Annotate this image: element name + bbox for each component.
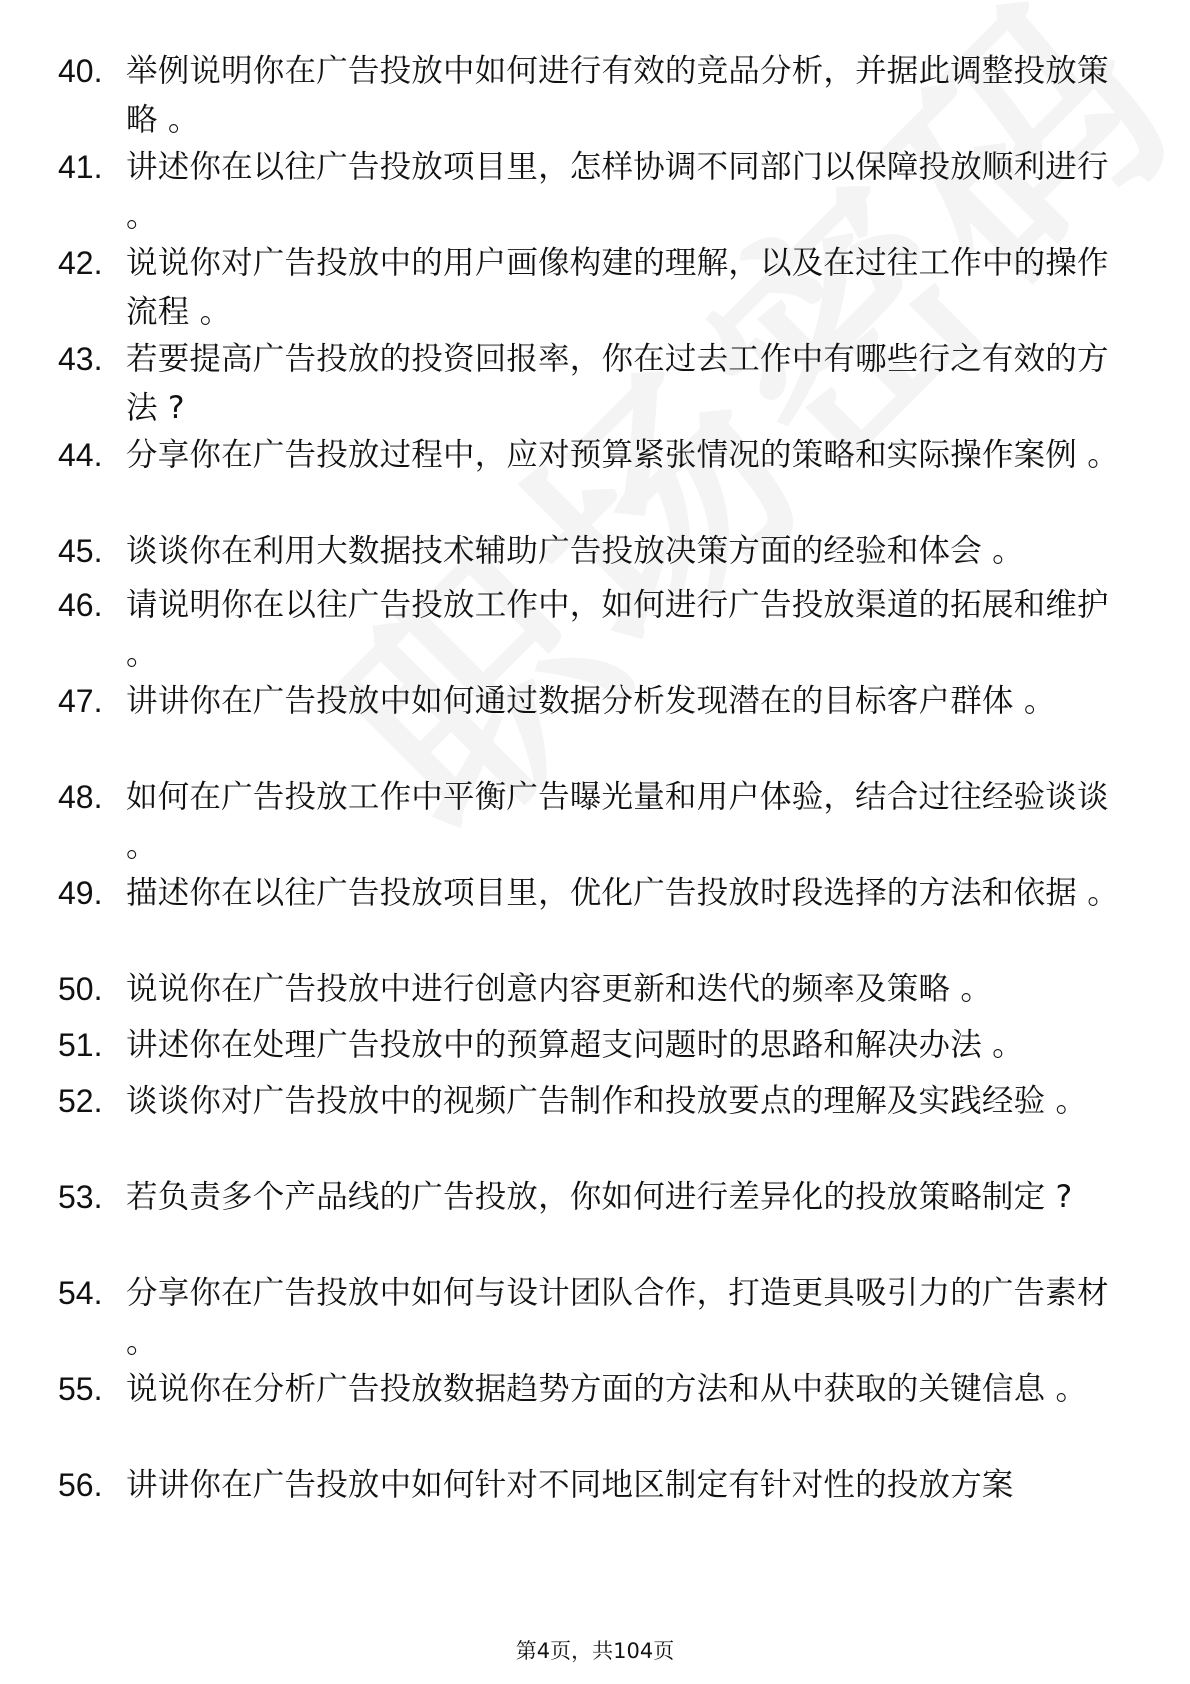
question-text: 若负责多个产品线的广告投放，你如何进行差异化的投放策略制定 ? [126,1179,1073,1215]
question-number: 52. [58,1083,103,1119]
question-number: 51. [58,1027,103,1063]
question-text: 分享你在广告投放过程中，应对预算紧张情况的策略和实际操作案例 。 [126,437,1119,473]
question-number: 49. [58,875,103,911]
question-number: 54. [58,1275,103,1311]
question-number: 41. [58,149,103,185]
question-text: 请说明你在以往广告投放工作中，如何进行广告投放渠道的拓展和维护 。 [126,587,1109,672]
page-footer: 第4页，共104页 [515,1639,675,1663]
question-number: 48. [58,779,103,815]
question-number: 53. [58,1179,103,1215]
question-text: 讲讲你在广告投放中如何通过数据分析发现潜在的目标客户群体 。 [126,683,1056,719]
question-text: 说说你在广告投放中进行创意内容更新和迭代的频率及策略 。 [126,971,993,1007]
question-number: 40. [58,53,103,89]
question-text: 说说你在分析广告投放数据趋势方面的方法和从中获取的关键信息 。 [126,1371,1088,1407]
question-text: 讲述你在以往广告投放项目里，怎样协调不同部门以保障投放顺利进行 。 [126,149,1109,234]
question-text: 描述你在以往广告投放项目里，优化广告投放时段选择的方法和依据 。 [126,875,1119,911]
question-text: 分享你在广告投放中如何与设计团队合作，打造更具吸引力的广告素材 。 [126,1275,1109,1360]
question-number: 45. [58,533,103,569]
question-number: 42. [58,245,103,281]
question-text: 如何在广告投放工作中平衡广告曝光量和用户体验，结合过往经验谈谈 。 [126,779,1109,864]
question-text: 讲述你在处理广告投放中的预算超支问题时的思路和解决办法 。 [126,1027,1024,1063]
question-text: 讲讲你在广告投放中如何针对不同地区制定有针对性的投放方案 [126,1467,1014,1503]
question-number: 55. [58,1371,103,1407]
question-number: 46. [58,587,103,623]
question-number: 56. [58,1467,103,1503]
question-text: 举例说明你在广告投放中如何进行有效的竞品分析，并据此调整投放策略 。 [126,53,1109,138]
question-text: 谈谈你在利用大数据技术辅助广告投放决策方面的经验和体会 。 [126,533,1024,569]
question-number: 44. [58,437,103,473]
question-number: 43. [58,341,103,377]
question-number: 47. [58,683,103,719]
question-text: 谈谈你对广告投放中的视频广告制作和投放要点的理解及实践经验 。 [126,1083,1088,1119]
question-text: 若要提高广告投放的投资回报率，你在过去工作中有哪些行之有效的方法 ? [126,341,1109,426]
question-text: 说说你对广告投放中的用户画像构建的理解，以及在过往工作中的操作流程 。 [126,245,1109,330]
question-number: 50. [58,971,103,1007]
